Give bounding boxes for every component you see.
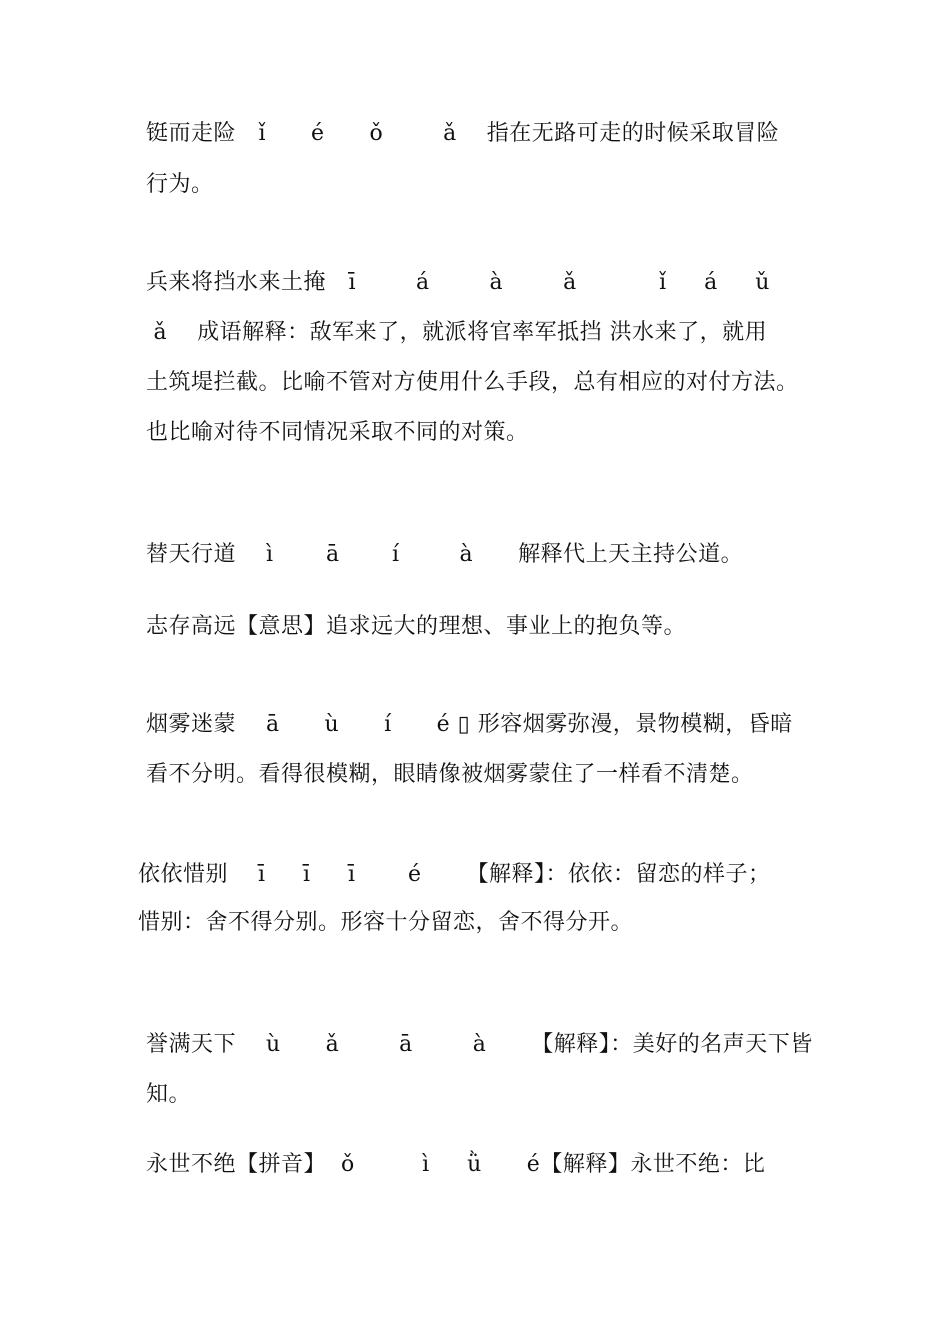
entry-line: 替天行道 ì ā í à 解释代上天主持公道。 [146,542,744,567]
entry-line: 兵来将挡水来土掩 ī á à ǎ ǐ á ǔ [146,270,770,295]
entry-line: 永世不绝【拼音】 ǒ ì ǜ é【解释】永世不绝：比 [146,1152,766,1177]
entry-line: 惜别：舍不得分别。形容十分留恋，舍不得分开。 [138,910,634,935]
entry-line: 行为。 [146,172,214,197]
entry-line: 烟雾迷蒙 ā ù í é ▯ 形容烟雾弥漫，景物模糊，昏暗 [146,712,793,737]
entry-line: 知。 [146,1082,192,1107]
entry-line: 铤而走险 ǐ é ǒ ǎ 指在无路可走的时候采取冒险 [146,121,780,146]
entry-line: 看不分明。看得很模糊，眼睛像被烟雾蒙住了一样看不清楚。 [146,762,754,787]
entry-line: 依依惜别 ī ī ī é 【解释】：依依：留恋的样子； [138,862,771,887]
entry-line: 也比喻对待不同情况采取不同的对策。 [146,420,529,445]
entry-line: 志存高远【意思】追求远大的理想、事业上的抱负等。 [146,614,687,639]
entry-line: 土筑堤拦截。比喻不管对方使用什么手段，总有相应的对付方法。 [146,370,799,395]
entry-line: ǎ 成语解释：敌军来了，就派将官率军抵挡 洪水来了，就用 [146,320,768,345]
entry-line: 誉满天下 ù ǎ ā à 【解释】：美好的名声天下皆 [146,1032,813,1057]
